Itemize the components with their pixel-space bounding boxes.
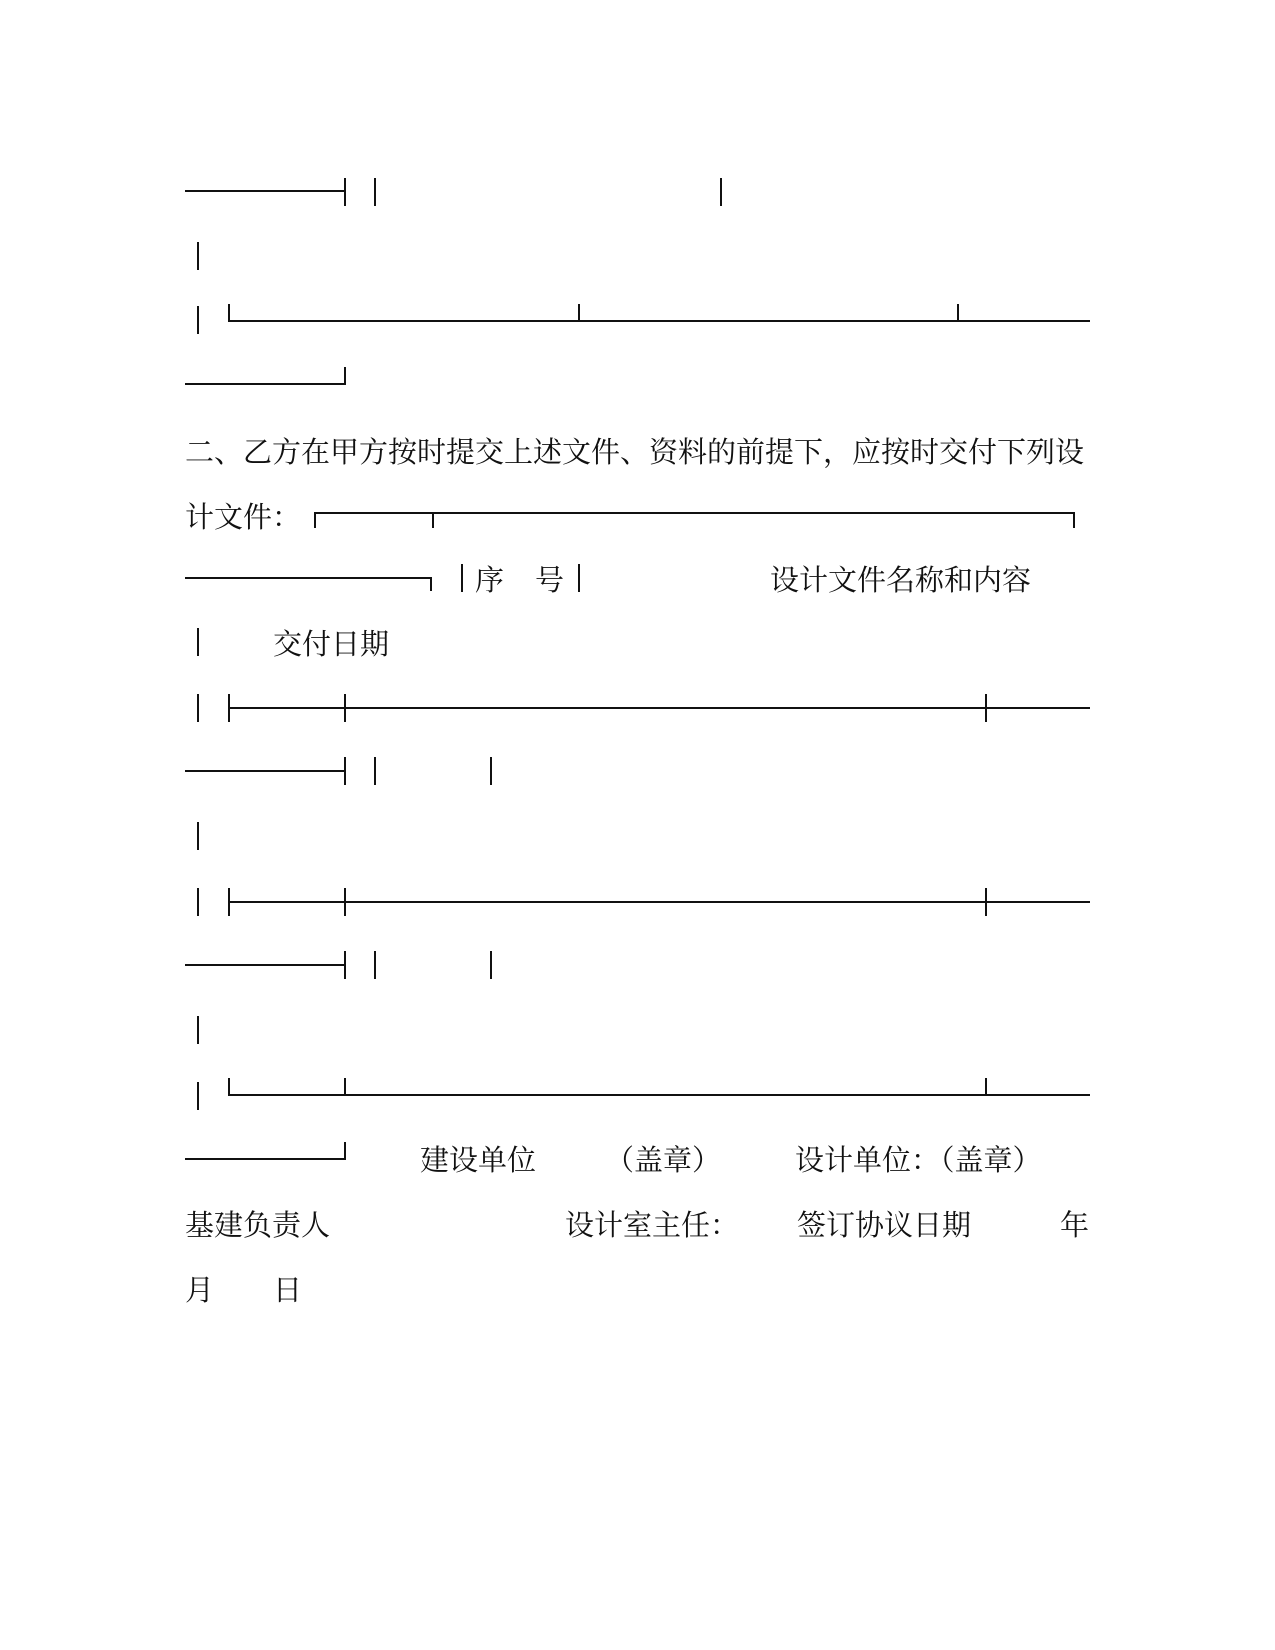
header-col-date: 交付日期 <box>273 627 390 661</box>
clause-2-line-2 <box>185 497 1090 537</box>
year-label: 年 <box>1060 1208 1090 1242</box>
sign-date-label: 签订协议日期 <box>797 1208 972 1242</box>
header-col-no-a: 序 <box>475 563 505 597</box>
client-seal-label: （盖章） <box>605 1143 722 1177</box>
client-head-label: 基建负责人 <box>185 1208 331 1242</box>
design-director-label: 设计室主任： <box>565 1208 740 1242</box>
signature-row-2 <box>185 1205 1090 1245</box>
month-label: 月 <box>185 1273 215 1307</box>
header-col-name: 设计文件名称和内容 <box>770 563 1032 597</box>
header-col-no-b: 号 <box>535 563 565 597</box>
client-unit-label: 建设单位 <box>420 1143 537 1177</box>
signature-row-1 <box>185 1140 1090 1180</box>
design-unit-label: 设计单位：（盖章） <box>795 1143 1042 1177</box>
signature-row-3 <box>185 1270 1090 1310</box>
table-header-row <box>185 560 1090 600</box>
clause-2-line-1 <box>185 432 1090 472</box>
day-label: 日 <box>273 1273 303 1307</box>
clause-2-text-2: 计文件： <box>185 500 302 534</box>
table-header-row-2 <box>185 624 1090 664</box>
clause-2-text-1: 二、乙方在甲方按时提交上述文件、资料的前提下，应按时交付下列设 <box>185 435 1085 469</box>
